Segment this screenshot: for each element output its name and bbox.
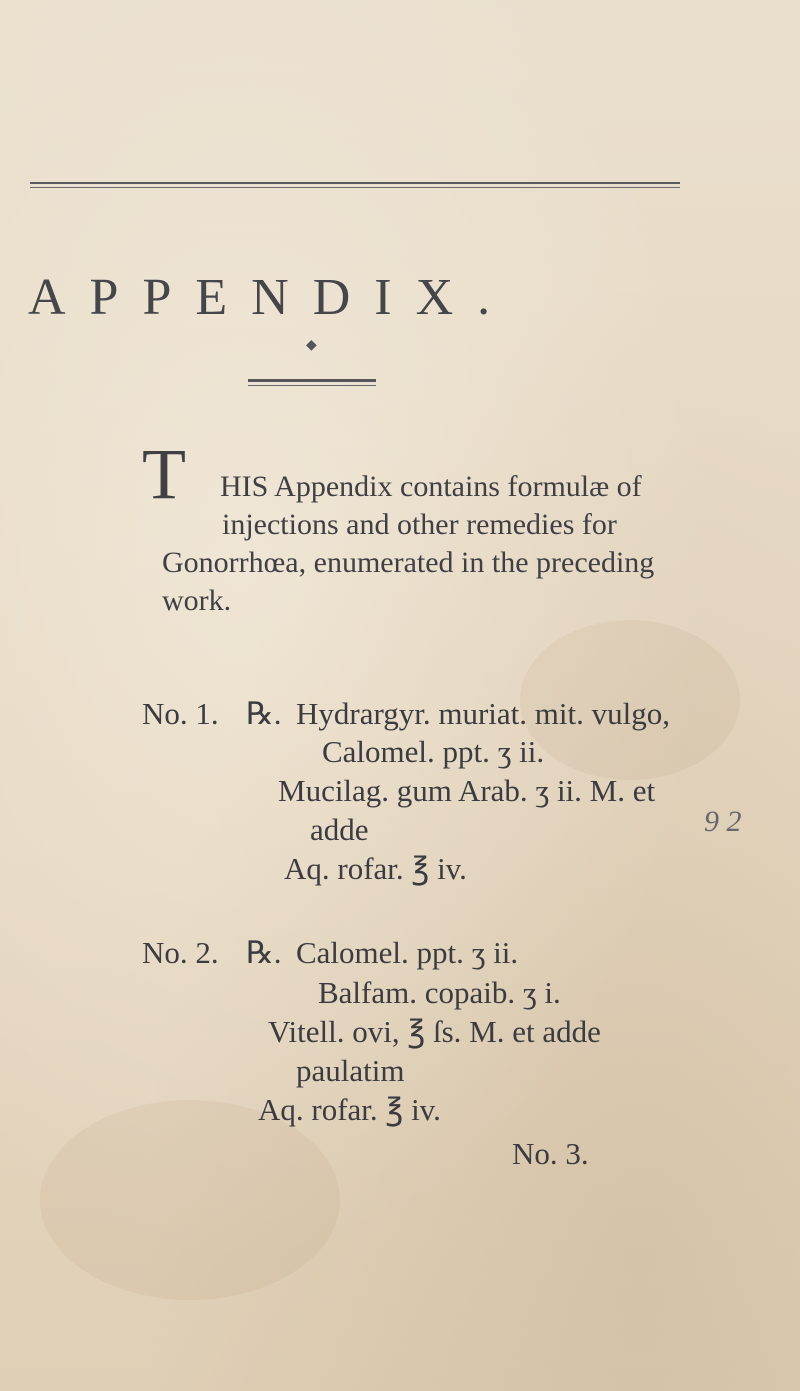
top-rule: [30, 182, 680, 184]
formula-2-line-4: paulatim: [296, 1053, 405, 1088]
formula-1-line-1: Hydrargyr. muriat. mit. vulgo,: [296, 696, 670, 731]
formula-2-line-5: Aq. rofar. ℥ iv.: [258, 1092, 441, 1127]
formula-2-line-2: Balfam. copaib. ʒ i.: [318, 975, 561, 1010]
formula-2-line-1: Calomel. ppt. ʒ ii.: [296, 935, 519, 970]
section-rule-thin: [248, 385, 376, 386]
intro-line-1: HIS Appendix contains formulæ of: [220, 470, 642, 503]
formula-2-rx-icon: ℞.: [246, 935, 282, 970]
drop-cap: T: [142, 434, 186, 514]
formula-1-line-5: Aq. rofar. ℥ iv.: [284, 851, 467, 886]
formula-1-number: No. 1.: [142, 696, 219, 731]
intro-line-4: work.: [162, 584, 232, 617]
diamond-ornament-icon: ◆: [306, 338, 317, 353]
formula-1-line-4: adde: [310, 812, 369, 847]
formula-1-line-3: Mucilag. gum Arab. ʒ ii. M. et: [278, 773, 656, 808]
section-rule: [248, 379, 376, 382]
intro-line-3: Gonorrhœa, enumerated in the preceding: [162, 546, 655, 579]
handwritten-margin-note: 9 2: [704, 805, 742, 838]
formula-1-line-2: Calomel. ppt. ʒ ii.: [322, 734, 545, 769]
intro-line-2: injections and other remedies for: [222, 508, 617, 541]
catchword: No. 3.: [512, 1136, 589, 1171]
page-title: APPENDIX.: [28, 269, 515, 326]
formula-2-line-3: Vitell. ovi, ℥ ſs. M. et adde: [268, 1014, 601, 1049]
formula-1-rx-icon: ℞.: [246, 696, 282, 731]
paper-stain: [40, 1100, 340, 1300]
top-rule-thin: [30, 187, 680, 188]
formula-2-number: No. 2.: [142, 935, 219, 970]
